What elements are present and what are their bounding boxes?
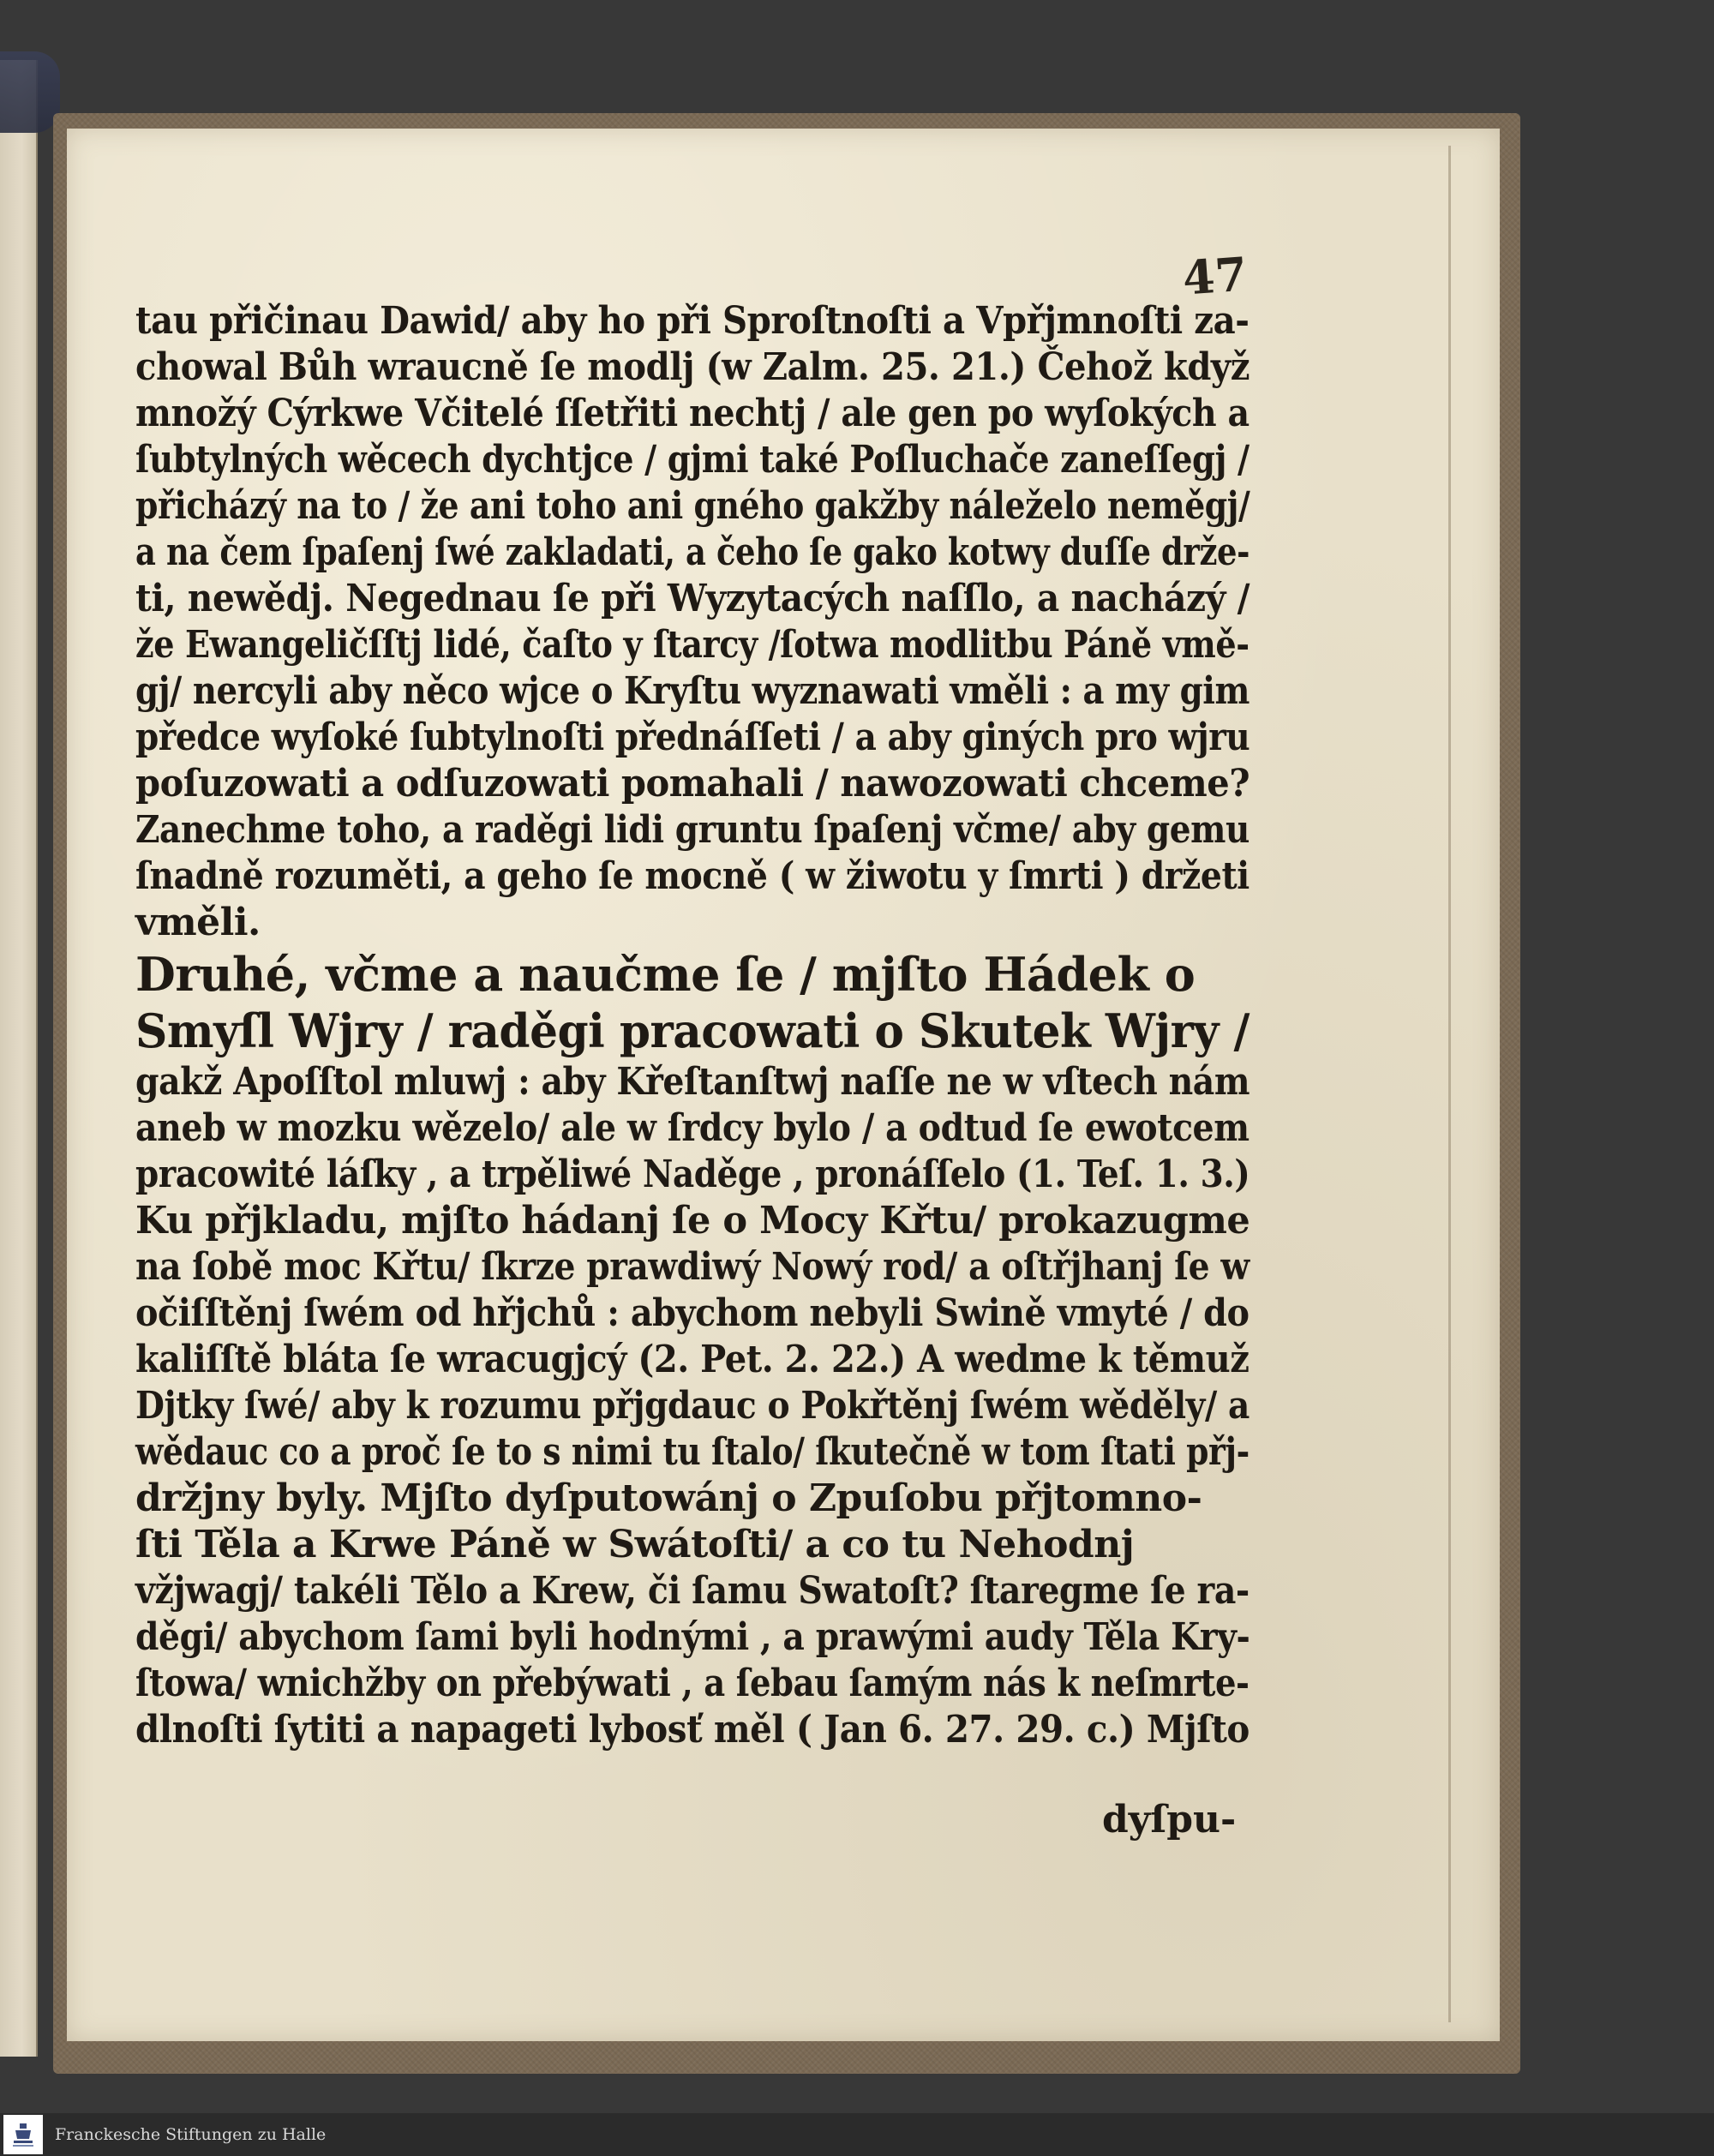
text-line: pracowité láſky , a trpěliwé Naděge , pronáſſelo (1. Teſ. 1. 3.) xyxy=(135,1153,1250,1196)
text-line: gj/ nercyli aby něco wjce o Kryſtu wyznawati vměli : a my gim xyxy=(135,669,1250,713)
catchword: dyſpu- xyxy=(1102,1798,1237,1842)
page-edge-line xyxy=(1448,146,1451,2022)
previous-page-edge xyxy=(0,60,38,2057)
text-line: ſnadně rozuměti, a geho ſe mocně ( w žiwotu y ſmrti ) držeti xyxy=(135,854,1250,898)
text-line: a na čem ſpaſenj ſwé zakladati, a čeho ſe gako kotwy duſſe drže- xyxy=(135,530,1250,574)
text-line: ſtowa/ wnichžby on přebýwati , a ſebau ſamým nás k neſmrte- xyxy=(135,1662,1250,1705)
institution-logo-icon[interactable] xyxy=(3,2115,43,2154)
section-heading-line: Druhé, včme a naučme ſe / mjſto Hádek o xyxy=(135,947,1196,1002)
text-line: ſubtylných wěcech dychtjce / gjmi také Poſluchače zaneſſegj / xyxy=(135,438,1250,482)
page-number: 47 xyxy=(1180,246,1250,306)
text-line: přicházý na to / že ani toho ani gného gakžby náleželo neměgj/ xyxy=(135,484,1250,528)
text-line: poſuzowati a odſuzowati pomahali / nawozowati chceme? xyxy=(135,762,1250,806)
text-line: kaliſſtě bláta ſe wracugjcý (2. Pet. 2. 22.) A wedme k těmuž xyxy=(135,1338,1250,1381)
text-line: děgi/ abychom ſami byli hodnými , a prawými audy Těla Kry- xyxy=(135,1615,1250,1659)
text-line: očiſſtěnj ſwém od hřjchů : abychom nebyli Swině vmyté / do xyxy=(135,1291,1250,1335)
footer-bar xyxy=(0,2113,1714,2156)
text-line: gakž Apoſſtol mluwj : aby Křeſtanſtwj naſſe ne w vſtech nám xyxy=(135,1060,1250,1104)
text-line: Zanechme toho, a raděgi lidi gruntu ſpaſenj včme/ aby gemu xyxy=(135,808,1250,852)
bookmark-ribbon xyxy=(0,51,60,133)
text-line: dlnoſti ſytiti a napageti lybosť měl ( Jan 6. 27. 29. c.) Mjſto xyxy=(135,1708,1250,1752)
text-line: vžjwagj/ takéli Tělo a Krew, či ſamu Swatoſt? ſtaregme ſe ra- xyxy=(135,1569,1250,1613)
text-line: Djtky ſwé/ aby k rozumu přjgdauc o Pokřtěnj ſwém wěděly/ a xyxy=(135,1384,1250,1428)
text-line: na ſobě moc Křtu/ ſkrze prawdiwý Nowý rod/ a oſtřjhanj ſe w xyxy=(135,1245,1250,1289)
text-line: aneb w mozku wězelo/ ale w ſrdcy bylo / a odtud ſe ewotcem xyxy=(135,1106,1250,1150)
text-line: ſti Těla a Krwe Páně w Swátoſti/ a co tu Nehodnj xyxy=(135,1523,1135,1566)
text-line: předce wyſoké ſubtylnoſti přednáſſeti / a aby giných pro wjru xyxy=(135,716,1250,759)
text-line: wědauc co a proč ſe to s nimi tu ſtalo/ ſkutečně w tom ſtati přj- xyxy=(135,1430,1250,1474)
institution-name: Franckesche Stiftungen zu Halle xyxy=(55,2125,327,2144)
text-line: že Ewangeličſſtj lidé, čaſto y ſtarcy /ſotwa modlitbu Páně vmě- xyxy=(135,623,1250,667)
text-line: držjny byly. Mjſto dyſputowánj o Zpuſobu přjtomno- xyxy=(135,1476,1202,1520)
text-line: množý Cýrkwe Včitelé ſſetřiti nechtj / ale gen po wyſokých a xyxy=(135,392,1250,435)
page-text xyxy=(135,298,1250,1753)
text-line: ti, newědj. Negednau ſe při Wyzytacých naſſlo, a nacházý / xyxy=(135,577,1250,620)
section-heading-line: Smyſl Wjry / raděgi pracowati o Skutek Wjry / xyxy=(135,1003,1250,1058)
text-line: vměli. xyxy=(135,901,261,944)
text-line: Ku přjkladu, mjſto hádanj ſe o Mocy Křtu/ prokazugme xyxy=(135,1199,1250,1243)
text-line: chowal Bůh wraucně ſe modlj (w Zalm. 25. 21.) Čehož když xyxy=(135,345,1250,389)
text-line: tau přičinau Dawid/ aby ho při Sproſtnoſti a Vpřjmnoſti za- xyxy=(135,299,1250,343)
